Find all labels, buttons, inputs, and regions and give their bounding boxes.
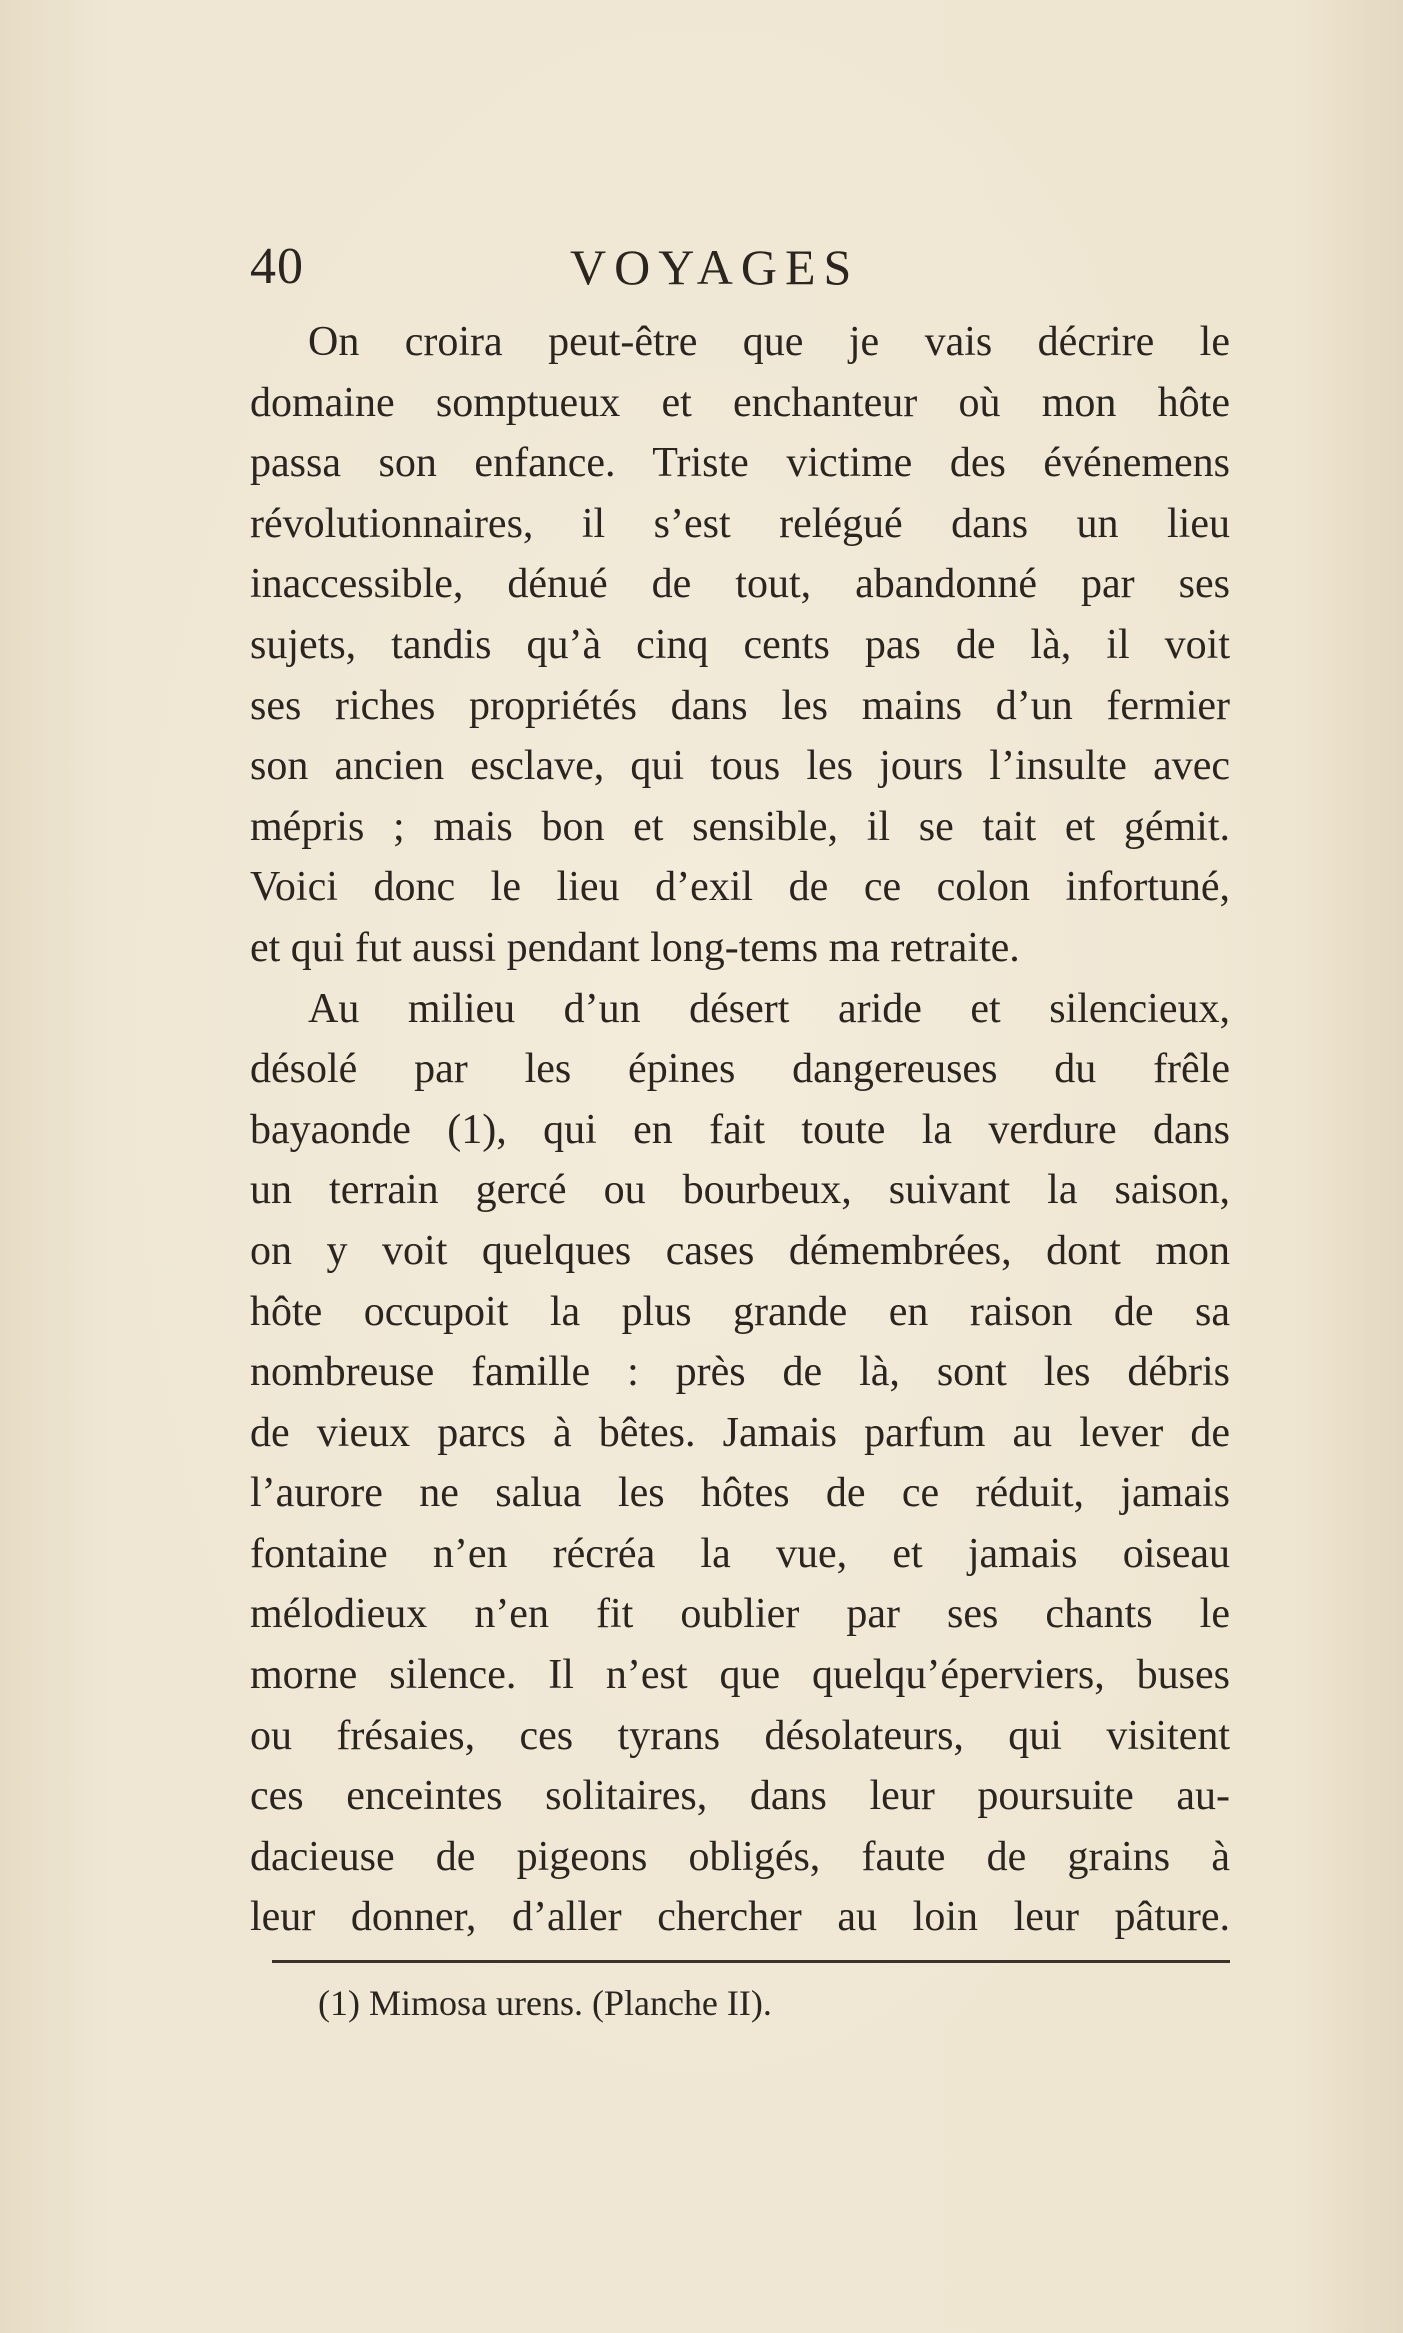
text-line: son ancien esclave, qui tous les jours l’insulte avec (250, 743, 1230, 790)
text-line: on y voit quelques cases démembrées, dont mon (250, 1227, 1230, 1274)
text-line: révolutionnaires, il s’est relégué dans un lieu (250, 500, 1230, 547)
page-header (250, 232, 1230, 302)
text-line: passa son enfance. Triste victime des événemens (250, 440, 1230, 487)
text-line: ces enceintes solitaires, dans leur poursuite au- (250, 1773, 1230, 1820)
text-line: bayaonde (1), qui en fait toute la verdure dans (250, 1106, 1230, 1153)
text-line: désolé par les épines dangereuses du frêle (250, 1046, 1230, 1093)
text-line: mélodieux n’en fit oublier par ses chants le (250, 1591, 1230, 1638)
text-line: et qui fut aussi pendant long-tems ma retraite. (250, 924, 1020, 971)
text-line: ou frésaies, ces tyrans désolateurs, qui visitent (250, 1712, 1230, 1759)
text-line: de vieux parcs à bêtes. Jamais parfum au lever de (250, 1409, 1230, 1456)
text-line: leur donner, d’aller chercher au loin leur pâture. (250, 1894, 1230, 1941)
text-line: ses riches propriétés dans les mains d’un fermier (250, 682, 1230, 729)
text-line: dacieuse de pigeons obligés, faute de grains à (250, 1833, 1230, 1880)
text-line: Voici donc le lieu d’exil de ce colon infortuné, (250, 864, 1230, 911)
text-line: sujets, tandis qu’à cinq cents pas de là, il voit (250, 621, 1230, 668)
page-number: 40 (250, 238, 304, 295)
text-line: fontaine n’en récréa la vue, et jamais oiseau (250, 1530, 1230, 1577)
text-line: morne silence. Il n’est que quelqu’éperviers, buses (250, 1652, 1230, 1699)
text-line: hôte occupoit la plus grande en raison de sa (250, 1288, 1230, 1335)
text-line: un terrain gercé ou bourbeux, suivant la saison, (250, 1167, 1230, 1214)
text-line: mépris ; mais bon et sensible, il se tait et gémit. (250, 803, 1230, 850)
text-line: l’aurore ne salua les hôtes de ce réduit, jamais (250, 1470, 1230, 1517)
body-text (250, 312, 1230, 1948)
footnote-rule (272, 1960, 1230, 1963)
footnote: (1) Mimosa urens. (Planche II). (318, 1983, 772, 2023)
running-head: VOYAGES (570, 239, 860, 295)
text-line: inaccessible, dénué de tout, abandonné par ses (250, 561, 1230, 608)
text-line: nombreuse famille : près de là, sont les débris (250, 1349, 1230, 1396)
text-line: Au milieu d’un désert aride et silencieux, (308, 985, 1230, 1032)
text-line: domaine somptueux et enchanteur où mon hôte (250, 379, 1230, 426)
text-line: On croira peut-être que je vais décrire le (308, 319, 1230, 365)
